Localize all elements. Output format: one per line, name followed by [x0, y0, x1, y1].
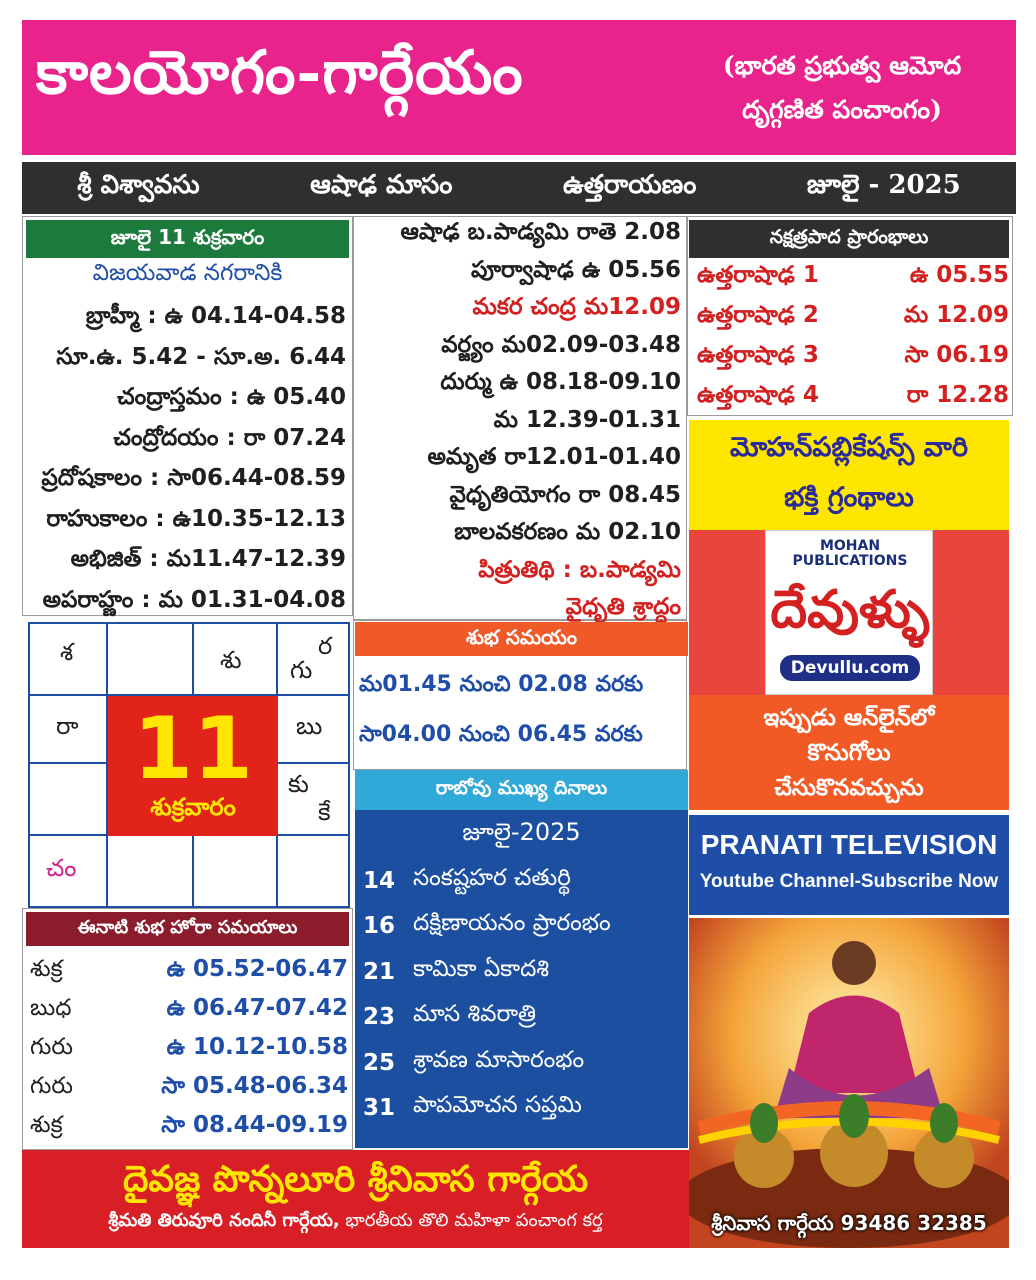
rasi-chart [28, 622, 350, 908]
upcoming-item [363, 949, 681, 995]
middle-details-list [355, 214, 681, 627]
upcoming-date: 21 [363, 958, 396, 985]
detail-line: వర్జ్యం మ02.09-03.48 [441, 331, 681, 358]
hora-day: గురు [30, 1072, 73, 1099]
upcoming-item [363, 995, 681, 1041]
upcoming-name: సంకష్టహర చతుర్థి [413, 864, 571, 891]
chart-graha: గు [290, 656, 313, 684]
nakshatra-row [697, 258, 1009, 298]
hora-day: బుధ [30, 994, 72, 1021]
header-banner [22, 20, 1016, 155]
nakshatra-name: ఉత్తరాషాఢ 4 [697, 382, 819, 408]
online-purchase-banner [689, 695, 1009, 810]
chart-cell [278, 836, 350, 906]
chart-graha: చం [46, 854, 77, 882]
upcoming-item [363, 858, 681, 904]
contact-label: శ్రీనివాస గార్గేయ 93486 32385 [711, 1211, 987, 1235]
upcoming-date: 14 [363, 867, 396, 894]
chart-cell [30, 836, 108, 906]
hora-row [30, 1030, 348, 1069]
pranati-tv-banner [689, 815, 1009, 915]
chart-cell [30, 624, 108, 696]
detail-line: పిత్రుతిథి : బ.పాడ్యమి [478, 556, 681, 583]
footer-banner [22, 1150, 689, 1248]
nakshatra-heading: నక్షత్రపాద ప్రారంభాలు [689, 220, 1009, 258]
book-publisher [766, 539, 933, 569]
upcoming-name: శ్రావణ మాసారంభం [413, 1046, 585, 1073]
upcoming-item [363, 1086, 681, 1132]
timing-line: రాహుకాలం : ఉ10.35-12.13 [46, 505, 346, 532]
devullu-logo: దేవుళ్ళు [770, 579, 930, 640]
detail-line: దుర్ము ఉ 08.18-09.10 [440, 369, 681, 395]
hora-row [30, 1069, 348, 1108]
detail-line: వైధృతియోగం రా 08.45 [449, 481, 681, 508]
chart-cell [30, 696, 108, 764]
chart-graha: బు [296, 712, 323, 740]
pranati-subscribe: Youtube Channel-Subscribe Now [699, 871, 999, 892]
detail-line: బాలవకరణం మ 02.10 [454, 519, 681, 545]
timing-line: ప్రదోషకాలం : సా06.44-08.59 [41, 465, 346, 491]
detail-line: పూర్వాషాఢ ఉ 05.56 [470, 256, 681, 283]
nakshatra-name: ఉత్తరాషాఢ 3 [697, 342, 819, 368]
chart-center-date [108, 696, 278, 836]
hora-list [30, 952, 348, 1147]
nakshatra-name: ఉత్తరాషాఢ 1 [697, 262, 819, 288]
chart-graha: శ [60, 638, 74, 666]
hora-row [30, 991, 348, 1030]
co-author-desc: భారతీయ తొలి మహిళా పంచాంగ కర్త [345, 1210, 603, 1231]
upcoming-date: 31 [363, 1095, 396, 1122]
nakshatra-list [697, 258, 1009, 418]
header-subtitle [692, 44, 992, 132]
detail-line: అమృత రా12.01-01.40 [427, 444, 681, 470]
date-number: 11 [133, 699, 253, 799]
hora-day: శుక్ర [30, 955, 63, 982]
hora-heading: ఈనాటి శుభ హోరా సమయాలు [26, 912, 349, 946]
hora-row [30, 1108, 348, 1147]
online-line: చేసుకొనవచ్చును [774, 775, 924, 801]
page-title: కాలయోగం-గార్గేయం [36, 38, 524, 108]
ad-line-1: మోహన్‌పబ్లికేషన్స్ వారి [730, 432, 968, 463]
nakshatra-time: ఉ 05.55 [909, 262, 1009, 288]
chart-graha: కు [288, 770, 309, 798]
chart-cell [278, 764, 350, 836]
upcoming-year: జూలై-2025 [462, 818, 581, 846]
detail-line: మ 12.39-01.31 [493, 406, 681, 433]
publisher-line-1: MOHAN [819, 538, 881, 554]
chart-cell [278, 624, 350, 696]
shubha-list [355, 660, 685, 760]
nakshatra-time: మ 12.09 [903, 302, 1009, 328]
nakshatra-row [697, 378, 1009, 418]
upcoming-date: 16 [363, 913, 396, 940]
mohan-publications-ad [689, 420, 1009, 530]
hora-time: ఉ 10.12-10.58 [166, 1033, 348, 1060]
online-line: కొనుగోలు [807, 740, 891, 766]
ad-line-2: భక్తి గ్రంథాలు [784, 482, 914, 513]
book-cover-image [765, 530, 933, 695]
co-author-name: శ్రీమతి తిరువూరి నందినీ గార్గేయ, [108, 1210, 340, 1231]
shubha-heading: శుభ సమయం [355, 622, 688, 656]
subtitle-line-2: దృగ్గణిత పంచాంగం) [742, 95, 942, 124]
hora-time: సా 05.48-06.34 [161, 1072, 348, 1099]
hora-time: ఉ 05.52-06.47 [166, 955, 348, 982]
upcoming-heading: రాబోవు ముఖ్య దినాలు [355, 770, 688, 810]
timing-line: సూ.ఉ. 5.42 - సూ.అ. 6.44 [56, 343, 346, 370]
co-author-line [22, 1210, 689, 1235]
pranati-title: PRANATI TELEVISION [700, 829, 998, 860]
detail-line: మకర చంద్ర మ12.09 [472, 294, 681, 320]
upcoming-item [363, 1040, 681, 1086]
upcoming-list [363, 858, 681, 1131]
city-label: విజయవాడ నగరానికి [92, 260, 283, 286]
ritual-photo-illustration [689, 918, 1009, 1248]
chart-cell [194, 624, 278, 696]
chart-cell [194, 836, 278, 906]
hora-row [30, 952, 348, 991]
month-year-label: జూలై - 2025 [806, 170, 961, 200]
hora-time: సా 08.44-09.19 [161, 1111, 348, 1138]
chart-cell [278, 696, 350, 764]
day-name: శుక్రవారం [150, 793, 236, 821]
chart-graha: శు [220, 646, 242, 674]
upcoming-name: పాపమోచన సప్తమి [413, 1092, 582, 1119]
nakshatra-name: ఉత్తరాషాఢ 2 [697, 302, 819, 328]
ayanam-label: ఉత్తరాయణం [562, 170, 697, 200]
hora-day: గురు [30, 1033, 73, 1060]
detail-line: ఆషాఢ బ.పాడ్యమి రాతె 2.08 [400, 219, 681, 245]
shubha-time: మ01.45 నుంచి 02.08 వరకు [359, 672, 644, 697]
chart-cell [108, 624, 194, 696]
chart-graha: ర [318, 632, 333, 660]
info-bar [22, 162, 1016, 214]
hora-day: శుక్ర [30, 1111, 63, 1138]
upcoming-date: 23 [363, 1004, 396, 1031]
samvatsara-label: శ్రీ విశ్వావసు [77, 170, 200, 200]
timing-line: అపరాహ్ణం : మ 01.31-04.08 [42, 586, 346, 613]
timing-line: చంద్రోదయం : రా 07.24 [113, 424, 346, 451]
date-heading: జూలై 11 శుక్రవారం [26, 220, 349, 258]
publisher-line-2: PUBLICATIONS [792, 553, 908, 569]
hora-time: ఉ 06.47-07.42 [166, 994, 348, 1021]
nakshatra-time: సా 06.19 [904, 342, 1009, 368]
subtitle-line-1: (భారత ప్రభుత్వ ఆమోద [722, 51, 962, 80]
timing-line: చంద్రాస్తమం : ఉ 05.40 [117, 384, 346, 410]
website-label: Devullu.com [780, 655, 920, 681]
online-line: ఇప్పుడు ఆన్‌లైన్‌లో [763, 705, 935, 731]
left-timings-list [26, 296, 348, 620]
chart-graha: కే [318, 798, 331, 826]
author-name: దైవజ్ఞ పొన్నలూరి శ్రీనివాస గార్గేయ [122, 1158, 589, 1200]
nakshatra-row [697, 298, 1009, 338]
chart-graha: రా [56, 712, 79, 740]
timing-line: బ్రాహ్మీ : ఉ 04.14-04.58 [85, 303, 346, 329]
upcoming-days-panel [355, 810, 688, 1148]
nakshatra-time: రా 12.28 [906, 382, 1009, 408]
upcoming-item [363, 904, 681, 950]
upcoming-date: 25 [363, 1049, 396, 1076]
upcoming-name: దక్షిణాయనం ప్రారంభం [413, 910, 611, 937]
detail-line: వైధృతి శ్రాద్ధం [565, 594, 681, 620]
chart-cell [108, 836, 194, 906]
upcoming-name: మాస శివరాత్రి [413, 1001, 537, 1028]
shubha-time: సా04.00 నుంచి 06.45 వరకు [359, 722, 643, 747]
chart-cell [30, 764, 108, 836]
ritual-photo [689, 918, 1009, 1248]
timing-line: అభిజిత్ : మ11.47-12.39 [70, 546, 346, 572]
nakshatra-row [697, 338, 1009, 378]
masam-label: ఆషాఢ మాసం [310, 170, 453, 200]
upcoming-name: కామికా ఏకాదశి [413, 955, 549, 982]
